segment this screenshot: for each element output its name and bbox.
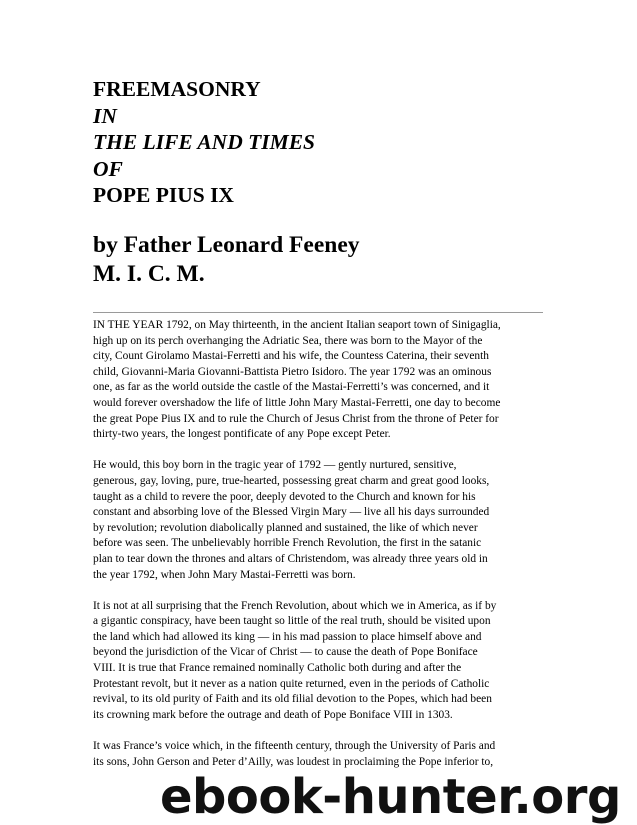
text-line: Protestant revolt, but it never as a nation quite returned, even in the periods of Catholic xyxy=(93,677,490,690)
text-line: beyond the jurisdiction of the Vicar of Christ — to cause the death of Pope Boniface xyxy=(93,646,478,659)
paragraph-1 xyxy=(93,318,553,443)
paragraph-2 xyxy=(93,458,553,583)
text-line: would forever overshadow the life of little John Mary Mastai-Ferretti, one day to become xyxy=(93,396,501,409)
text-line: the land which had allowed its king — in his mad passion to place himself above and xyxy=(93,630,482,643)
text-line: taught as a child to revere the poor, deeply devoted to the Church and known for his xyxy=(93,490,476,503)
text-line: one, as far as the world outside the castle of the Mastai-Ferretti’s was concerned, and it xyxy=(93,381,490,394)
text-line: before was seen. The unbelievably horrible French Revolution, the first in the satanic xyxy=(93,537,482,550)
watermark-text: ebook-hunter.org xyxy=(160,769,621,825)
text-line: revival, to its old purity of Faith and its old filial devotion to the Popes, which had been xyxy=(93,693,492,706)
title-line-2: IN xyxy=(93,103,117,128)
text-line: thirty-two years, the longest pontificate of any Pope except Peter. xyxy=(93,428,391,441)
text-line: It was France’s voice which, in the fifteenth century, through the University of Paris and xyxy=(93,740,496,753)
title-line-4: OF xyxy=(93,156,123,181)
text-line: IN THE YEAR 1792, on May thirteenth, in the ancient Italian seaport town of Sinigaglia, xyxy=(93,319,501,331)
paragraph-4 xyxy=(93,739,553,770)
text-line: by revolution; revolution diabolically planned and sustained, the like of which never xyxy=(93,521,478,534)
author-byline xyxy=(93,231,360,289)
text-line: the year 1792, when John Mary Mastai-Ferretti was born. xyxy=(93,568,356,581)
body-text xyxy=(93,318,553,786)
text-line: a gigantic conspiracy, have been taught so little of the real truth, should be visited upon xyxy=(93,615,491,628)
title-line-1: FREEMASONRY xyxy=(93,77,261,101)
text-line: child, Giovanni-Maria Giovanni-Battista Pietro Isidoro. The year 1792 was an ominous xyxy=(93,365,492,378)
title-line-3: THE LIFE AND TIMES xyxy=(93,130,316,154)
text-line: the great Pope Pius IX and to rule the Church of Jesus Christ from the throne of Peter for xyxy=(93,412,499,425)
text-line: city, Count Girolamo Mastai-Ferretti and his wife, the Countess Caterina, their seventh xyxy=(93,350,489,363)
book-title xyxy=(93,76,315,209)
title-line-5: POPE PIUS IX xyxy=(93,183,234,207)
text-line: VIII. It is true that France remained nominally Catholic both during and after the xyxy=(93,662,462,675)
paragraph-3 xyxy=(93,599,553,724)
text-line: It is not at all surprising that the French Revolution, about which we in America, as if by xyxy=(93,599,497,612)
text-line: its crowning mark before the outrage and death of Pope Boniface VIII in 1303. xyxy=(93,708,453,721)
byline-author: by Father Leonard Feeney xyxy=(93,232,360,258)
text-line: constant and absorbing love of the Blessed Virgin Mary — live all his days surrounded xyxy=(93,506,490,519)
horizontal-divider xyxy=(93,312,543,313)
text-line: He would, this boy born in the tragic year of 1792 — gently nurtured, sensitive, xyxy=(93,459,457,472)
text-line: plan to tear down the thrones and altars of Christendom, was already three years old in xyxy=(93,552,488,565)
text-line: high up on its perch overhanging the Adriatic Sea, there was born to the Mayor of the xyxy=(93,334,483,347)
text-line: its sons, John Gerson and Peter d’Ailly, was loudest in proclaiming the Pope inferior to, xyxy=(93,755,494,768)
byline-order: M. I. C. M. xyxy=(93,261,205,287)
text-line: generous, gay, loving, pure, true-hearted, possessing great charm and great good looks, xyxy=(93,474,490,487)
